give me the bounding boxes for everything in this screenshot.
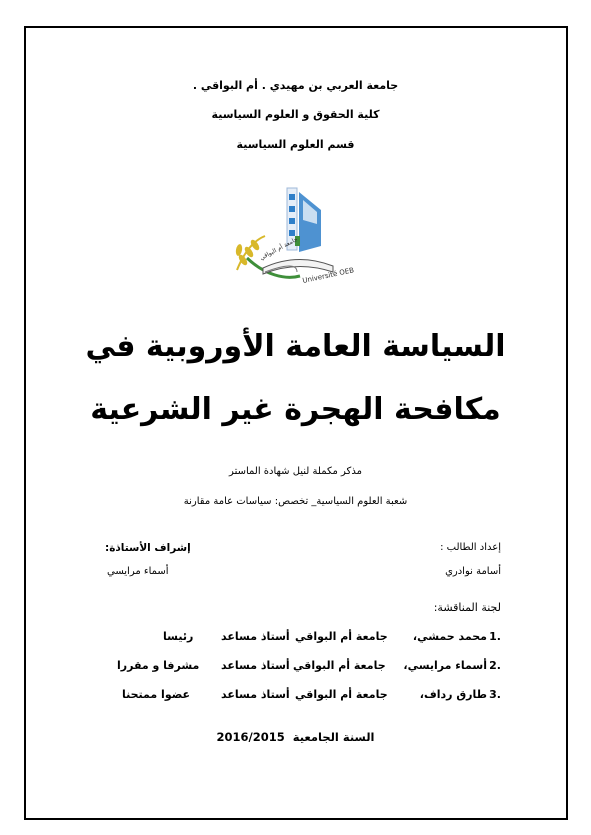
academic-year [0,730,591,744]
logo-text: Université OEB [301,266,355,285]
member-rank: أستاذ مساعد [221,659,290,672]
member-number: 1. [489,630,501,643]
degree-text: مذكر مكملة لنيل شهادة الماستر [229,466,362,477]
university-logo [225,180,370,290]
member-number: 3. [489,688,501,701]
branch-text: شعبة العلوم السياسية_ تخصص: سياسات عامة مقارنة [183,496,408,507]
supervisor-name: أسماء مرايسي [107,566,169,577]
member-university: جامعة أم البواقي [295,630,388,643]
student-name: أسامة نوادري [445,566,501,577]
member-rank: أستاذ مساعد [221,688,290,701]
member-number: 2. [489,659,501,672]
university-name: جامعة العربي بن مهيدي . أم البواقي . [192,79,399,92]
logo-arc-text: جامعة أم البواقي [258,235,300,262]
academic-year-value: 2016/2015 [216,730,285,744]
member-role: رئيسا [163,630,194,643]
member-role: مشرفا و مقررا [117,659,200,672]
committee-label: لجنة المناقشة: [433,601,501,614]
member-role: عضوا ممتحنا [122,688,191,701]
member-rank: أستاذ مساعد [221,630,290,643]
thesis-title-line1: السياسة العامة الأوروبية في [85,329,506,364]
member-name: طارق رداف، [419,688,487,701]
academic-year-label: السنة الجامعية [292,730,375,744]
supervisor-label: إشراف الأستاذة: [105,542,191,554]
member-name: أسماء مرايسي، [403,659,487,672]
member-name: محمد حمشي، [412,630,487,643]
university-logo-icon [225,180,370,290]
department-name: قسم العلوم السياسية [236,138,355,151]
faculty-name: كلية الحقوق و العلوم السياسية [211,108,380,121]
prepared-by-label: إعداد الطالب : [440,542,501,553]
thesis-title-line2: مكافحة الهجرة غير الشرعية [90,392,501,427]
member-university: جامعة أم البواقي [295,688,388,701]
member-university: جامعة أم البواقي [293,659,386,672]
